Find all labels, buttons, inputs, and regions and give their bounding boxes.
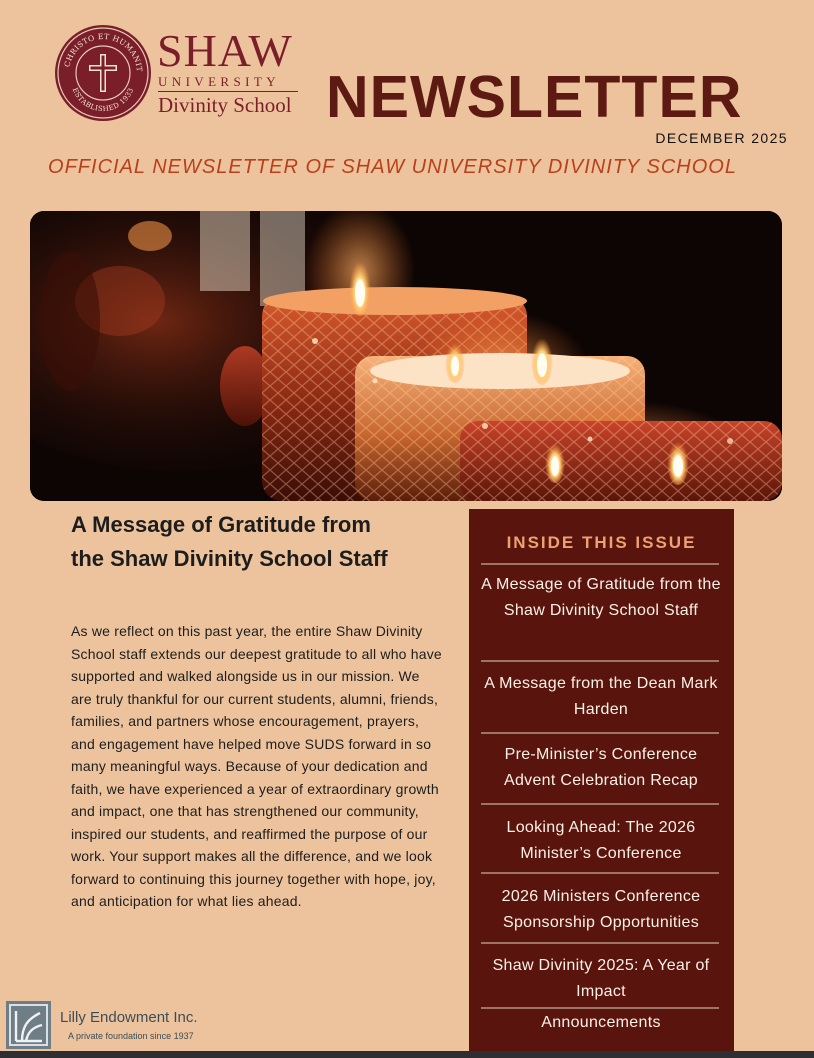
inside-this-issue-panel <box>469 509 734 1058</box>
seal-top-text: CHRISTO ET HUMANIT <box>62 31 145 72</box>
bottom-bar <box>0 1051 814 1058</box>
toc-item-advent-recap[interactable]: Pre-Minister’s Conference Advent Celebration Recap <box>504 746 698 789</box>
seal-bottom-text: ESTABLISHED 1933 <box>70 86 136 114</box>
sidebar-divider <box>481 563 719 565</box>
sidebar-divider <box>481 942 719 944</box>
issue-date: DECEMBER 2025 <box>655 130 788 146</box>
hero-candles-image <box>30 211 782 501</box>
university-seal <box>54 24 152 122</box>
toc-item-looking-ahead[interactable]: Looking Ahead: The 2026 Minister’s Conference <box>506 819 696 862</box>
newsletter-tagline: OFFICIAL NEWSLETTER OF SHAW UNIVERSITY DIVINITY SCHOOL <box>48 156 737 178</box>
sidebar-divider <box>481 732 719 734</box>
lilly-endowment-logo-icon <box>6 1001 51 1049</box>
sidebar-divider <box>481 803 719 805</box>
brand-university: UNIVERSITY <box>158 74 280 89</box>
toc-item-year-of-impact[interactable]: Shaw Divinity 2025: A Year of Impact <box>492 957 710 1000</box>
newsletter-title: NEWSLETTER <box>326 64 743 130</box>
sidebar-divider <box>481 1007 719 1009</box>
toc-item-dean-message[interactable]: A Message from the Dean Mark Harden <box>484 675 718 718</box>
brand-divider <box>158 91 298 92</box>
toc-item-sponsorship[interactable]: 2026 Ministers Conference Sponsorship Opportunities <box>501 888 701 931</box>
article-title: A Message of Gratitude from the Shaw Divinity School Staff <box>71 512 388 571</box>
sponsor-name: Lilly Endowment Inc. <box>60 1009 198 1026</box>
sponsor-tagline: A private foundation since 1937 <box>68 1031 194 1041</box>
toc-item-gratitude[interactable]: A Message of Gratitude from the Shaw Divinity School Staff <box>481 576 721 619</box>
toc-item-announcements[interactable]: Announcements <box>541 1014 661 1031</box>
sidebar-title: INSIDE THIS ISSUE <box>506 533 697 552</box>
sidebar-divider <box>481 872 719 874</box>
brand-divinity-school: Divinity School <box>158 93 292 117</box>
sidebar-divider <box>481 660 719 662</box>
brand-shaw: SHAW <box>157 25 293 76</box>
article-body: As we reflect on this past year, the entire Shaw Divinity School staff extends our deepest gratitude to all who have supported and walked alongside us in our mission. We are truly thankful for our current students, alumni, friends, families, and partners whose encouragement, prayers, and engagement have helped move SUDS forward in so many meaningful ways. Because of your dedication and faith, we have experienced a year of extraordinary growth and impact, one that has strengthened our community, inspired our students, and reaffirmed the purpose of our work. Your support makes all the difference, and we look forward to continuing this journey together with hope, joy, and anticipation for what lies ahead. <box>71 623 442 909</box>
